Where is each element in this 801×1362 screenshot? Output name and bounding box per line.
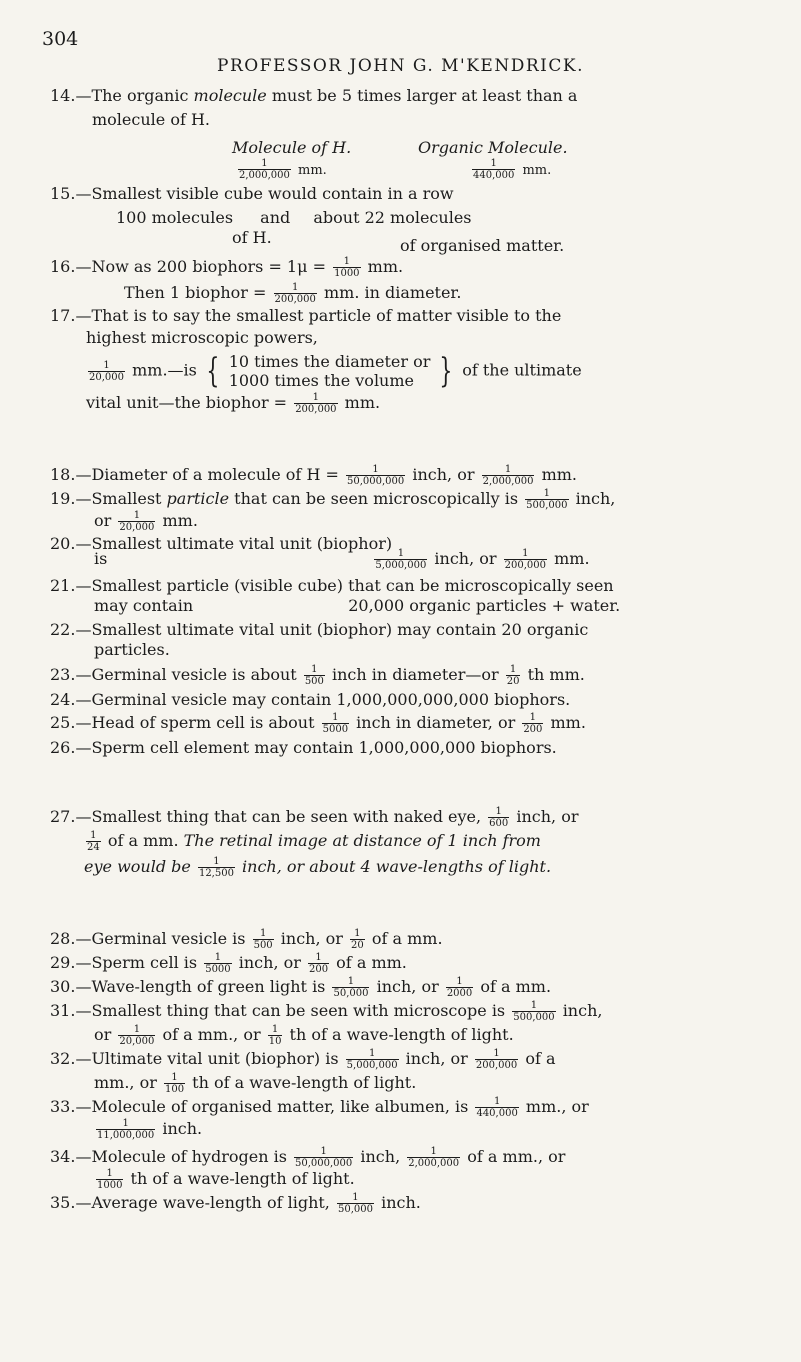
page-number: 304 xyxy=(42,28,79,50)
text: of a mm., or xyxy=(467,1147,566,1166)
fraction-part: 1 xyxy=(86,830,101,842)
fraction-part: 600 xyxy=(489,818,509,829)
text: 25.—Head of sperm cell is about xyxy=(50,713,315,732)
fraction xyxy=(446,976,473,999)
item-35 xyxy=(50,1192,421,1215)
text: is xyxy=(94,549,108,568)
text: 28.—Germinal vesicle is xyxy=(50,929,246,948)
text: of a xyxy=(525,1049,556,1068)
fraction-row xyxy=(236,158,327,181)
item-16-cont xyxy=(124,282,461,305)
fraction xyxy=(86,830,101,853)
fraction-part: 1 xyxy=(525,488,568,500)
fraction-part: 2,000,000 xyxy=(239,170,290,181)
text: mm. xyxy=(522,163,552,178)
fraction xyxy=(504,548,547,571)
text: 32.—Ultimate vital unit (biophor) is xyxy=(50,1049,339,1068)
column-heading-h: Molecule of H. xyxy=(232,138,352,157)
text: The retinal image at distance of 1 inch from xyxy=(178,831,541,850)
fraction-part: 1 xyxy=(198,856,235,868)
fraction xyxy=(294,392,337,415)
text: of a mm. xyxy=(336,953,407,972)
fraction-part: 500,000 xyxy=(513,1012,555,1023)
text: or xyxy=(94,511,112,530)
fraction xyxy=(374,548,427,571)
item-27 xyxy=(50,806,579,829)
text: that can be seen microscopically is xyxy=(229,489,519,508)
item-15-cont: of H. xyxy=(232,228,272,247)
fraction xyxy=(333,256,360,279)
text: of a mm. xyxy=(107,831,179,850)
text: 34.—Molecule of hydrogen is xyxy=(50,1147,287,1166)
text: inch, xyxy=(575,489,616,508)
text: inch, or about 4 wave-lengths of light. xyxy=(242,857,552,876)
fraction-part: 200,000 xyxy=(504,560,547,571)
fraction xyxy=(522,712,543,735)
fraction-part: 1 xyxy=(488,806,509,818)
fraction-part: 2,000,000 xyxy=(408,1158,460,1169)
fraction xyxy=(118,1024,155,1047)
fraction-part: 1 xyxy=(472,158,515,170)
fraction-part: 5000 xyxy=(205,964,231,975)
fraction xyxy=(506,664,521,687)
fraction-part: 50,000,000 xyxy=(295,1158,353,1169)
fraction xyxy=(512,1000,555,1023)
fraction-part: 1 xyxy=(164,1072,185,1084)
text: 30.—Wave-length of green light is xyxy=(50,977,326,996)
fraction-part: 200,000 xyxy=(274,294,316,305)
text: th of a wave-length of light. xyxy=(130,1169,355,1188)
fraction-part: 10 xyxy=(268,1036,282,1047)
fraction xyxy=(525,488,568,511)
text: inch, or xyxy=(516,807,579,826)
fraction-part: 200,000 xyxy=(295,404,337,415)
text: inch, or xyxy=(412,465,475,484)
text: mm. xyxy=(162,511,198,530)
item-15: 15.—Smallest visible cube would contain in a row xyxy=(50,184,454,203)
fraction-part: 500 xyxy=(253,940,273,951)
fraction xyxy=(346,1048,399,1071)
fraction-part: 1 xyxy=(512,1000,555,1012)
fraction-part: 1 xyxy=(253,928,274,940)
fraction-part: 1 xyxy=(346,464,405,476)
text: inch in diameter, or xyxy=(356,713,516,732)
item-19 xyxy=(50,488,615,511)
fraction xyxy=(322,712,349,735)
fraction-part: 11,000,000 xyxy=(97,1130,155,1141)
fraction-part: 1 xyxy=(350,928,365,940)
fraction xyxy=(204,952,231,975)
text: 1000 times the volume xyxy=(228,371,414,390)
text: inch. xyxy=(381,1193,421,1212)
fraction xyxy=(337,1192,374,1215)
text: and xyxy=(260,208,291,227)
fraction-part: 1 xyxy=(96,1168,123,1180)
text: 20,000 organic particles + water. xyxy=(348,596,621,615)
fraction-part: 1 xyxy=(308,952,329,964)
fraction xyxy=(308,952,329,975)
fraction-part: 20,000 xyxy=(89,371,124,383)
item-21-cont xyxy=(94,596,620,615)
text: 18.—Diameter of a molecule of H = xyxy=(50,465,339,484)
item-27-cont xyxy=(84,856,551,879)
item-32-cont xyxy=(94,1072,416,1095)
fraction xyxy=(488,806,509,829)
text: must be 5 times larger at least than a xyxy=(266,86,578,105)
item-27-cont xyxy=(84,830,541,853)
text: mm., or xyxy=(94,1073,157,1092)
fraction-part: 24 xyxy=(87,842,100,853)
fraction-part: 440,000 xyxy=(473,170,515,181)
item-20-cont xyxy=(94,548,590,571)
fraction-part: 12,500 xyxy=(198,868,234,879)
item-33 xyxy=(50,1096,589,1119)
item-28 xyxy=(50,928,443,951)
fraction-part: 1 xyxy=(337,1192,374,1204)
text: or xyxy=(94,1025,112,1044)
fraction-part: 20,000 xyxy=(119,522,155,533)
item-32 xyxy=(50,1048,556,1071)
fraction xyxy=(350,928,365,951)
item-17-cont: highest microscopic powers, xyxy=(86,328,318,347)
text: may contain xyxy=(94,596,194,615)
fraction xyxy=(118,510,155,533)
fraction-part: 1 xyxy=(332,976,369,988)
fraction-part: 1 xyxy=(346,1048,399,1060)
text: 14.—The organic xyxy=(50,86,194,105)
fraction-part: 1 xyxy=(304,664,325,676)
item-20: 20.—Smallest ultimate vital unit (biophor) xyxy=(50,534,393,553)
text: of the ultimate xyxy=(462,360,582,380)
text: th of a wave-length of light. xyxy=(192,1073,417,1092)
text: inch, or xyxy=(434,549,497,568)
item-34 xyxy=(50,1146,565,1169)
fraction-part: 1 xyxy=(294,1146,353,1158)
fraction-part: 1000 xyxy=(334,268,360,279)
fraction xyxy=(88,360,125,383)
text: inch, or xyxy=(405,1049,468,1068)
text: particle xyxy=(166,489,230,508)
item-34-cont xyxy=(94,1168,355,1191)
fraction-part: 1 xyxy=(204,952,231,964)
text: 100 molecules xyxy=(116,208,234,227)
fraction xyxy=(304,664,325,687)
text: Then 1 biophor = xyxy=(124,283,267,302)
fraction-part: 1000 xyxy=(97,1180,123,1191)
item-15-cont: of organised matter. xyxy=(400,236,565,255)
item-22-cont: particles. xyxy=(94,640,170,659)
item-17-cont xyxy=(86,352,582,390)
text: th of a wave-length of light. xyxy=(289,1025,514,1044)
fraction-part: 50,000,000 xyxy=(346,476,405,487)
fraction-part: 1 xyxy=(475,1048,518,1060)
text: inch in diameter—or xyxy=(332,665,499,684)
fraction-part: 20,000 xyxy=(119,1036,155,1047)
fraction-part: 1 xyxy=(274,282,317,294)
item-25 xyxy=(50,712,586,735)
item-31-cont xyxy=(94,1024,514,1047)
fraction xyxy=(268,1024,283,1047)
item-16 xyxy=(50,256,403,279)
fraction xyxy=(475,1096,518,1119)
fraction-part: 1 xyxy=(407,1146,460,1158)
fraction xyxy=(274,282,317,305)
fraction-row xyxy=(470,158,551,181)
fraction-part: 1 xyxy=(96,1118,155,1130)
item-14-cont: molecule of H. xyxy=(92,110,211,129)
item-29 xyxy=(50,952,407,975)
text: 23.—Germinal vesicle is about xyxy=(50,665,297,684)
text: molecule xyxy=(193,86,267,105)
text: mm. in diameter. xyxy=(323,283,462,302)
fraction-part: 440,000 xyxy=(476,1108,518,1119)
fraction-part: 50,000 xyxy=(333,988,369,999)
fraction xyxy=(96,1118,155,1141)
right-brace-icon: } xyxy=(439,351,453,391)
fraction-part: 1 xyxy=(268,1024,283,1036)
fraction-part: 200 xyxy=(523,724,543,735)
fraction xyxy=(238,158,291,181)
text: 27.—Smallest thing that can be seen with naked eye, xyxy=(50,807,482,826)
text: mm.—is xyxy=(132,360,197,380)
fraction-part: 1 xyxy=(522,712,543,724)
text: mm. xyxy=(367,257,404,276)
running-head: PROFESSOR JOHN G. M'KENDRICK. xyxy=(217,56,584,76)
item-33-cont xyxy=(94,1118,202,1141)
item-15-cont xyxy=(116,208,472,227)
fraction xyxy=(346,464,405,487)
fraction xyxy=(472,158,515,181)
fraction-part: 20 xyxy=(506,676,520,687)
fraction-part: 1 xyxy=(475,1096,518,1108)
fraction-part: 200 xyxy=(308,964,329,975)
text: inch, or xyxy=(280,929,343,948)
text: 31.—Smallest thing that can be seen with microscope is xyxy=(50,1001,506,1020)
fraction-part: 1 xyxy=(118,510,155,522)
item-23 xyxy=(50,664,585,687)
fraction-part: 1 xyxy=(238,158,291,170)
item-14 xyxy=(50,86,577,105)
text: mm. xyxy=(344,393,381,412)
item-30 xyxy=(50,976,551,999)
fraction-part: 20 xyxy=(351,940,364,951)
fraction xyxy=(96,1168,123,1191)
fraction-part: 200,000 xyxy=(475,1060,518,1071)
text: eye would be xyxy=(84,857,191,876)
item-17-cont xyxy=(86,392,380,415)
text: 33.—Molecule of organised matter, like albumen, is xyxy=(50,1097,469,1116)
text: th mm. xyxy=(527,665,585,684)
fraction-part: 1 xyxy=(504,548,547,560)
text: of a mm. xyxy=(480,977,552,996)
item-26: 26.—Sperm cell element may contain 1,000,000,000 biophors. xyxy=(50,738,557,757)
text: mm. xyxy=(298,163,327,178)
item-17: 17.—That is to say the smallest particle of matter visible to the xyxy=(50,306,562,325)
fraction-part: 500,000 xyxy=(526,500,568,511)
fraction-part: 500 xyxy=(304,676,324,687)
text: mm., or xyxy=(525,1097,589,1116)
fraction xyxy=(198,856,235,879)
fraction-part: 2000 xyxy=(446,988,473,999)
text: 16.—Now as 200 biophors = 1μ = xyxy=(50,257,326,276)
text: inch, or xyxy=(238,953,301,972)
fraction-part: 5,000,000 xyxy=(346,1060,398,1071)
item-31 xyxy=(50,1000,602,1023)
fraction xyxy=(332,976,369,999)
fraction-part: 100 xyxy=(164,1084,185,1095)
text: about 22 molecules xyxy=(313,208,472,227)
fraction-part: 1 xyxy=(374,548,427,560)
fraction-part: 1 xyxy=(294,392,337,404)
fraction xyxy=(253,928,274,951)
fraction xyxy=(294,1146,353,1169)
text: inch, or xyxy=(376,977,439,996)
text: inch. xyxy=(162,1119,203,1138)
text: of a mm. xyxy=(371,929,443,948)
text: mm. xyxy=(550,713,586,732)
fraction xyxy=(164,1072,185,1095)
fraction-part: 1 xyxy=(88,360,125,372)
fraction-part: 1 xyxy=(506,664,521,676)
item-24: 24.—Germinal vesicle may contain 1,000,000,000,000 biophors. xyxy=(50,690,571,709)
fraction xyxy=(407,1146,460,1169)
column-heading-organic: Organic Molecule. xyxy=(418,138,568,157)
fraction-part: 50,000 xyxy=(337,1204,373,1215)
item-19-cont xyxy=(94,510,198,533)
fraction-part: 1 xyxy=(482,464,535,476)
fraction-part: 1 xyxy=(322,712,349,724)
text: mm. xyxy=(554,549,590,568)
item-22: 22.—Smallest ultimate vital unit (biophor) may contain 20 organic xyxy=(50,620,589,639)
fraction-part: 5,000,000 xyxy=(375,560,427,571)
fraction-part: 1 xyxy=(446,976,473,988)
fraction-part: 5000 xyxy=(322,724,349,735)
fraction xyxy=(475,1048,518,1071)
item-21: 21.—Smallest particle (visible cube) that can be microscopically seen xyxy=(50,576,614,595)
text: 29.—Sperm cell is xyxy=(50,953,198,972)
fraction xyxy=(482,464,535,487)
text: of a mm., or xyxy=(162,1025,261,1044)
text: 19.—Smallest xyxy=(50,489,167,508)
left-brace-icon: { xyxy=(206,351,220,391)
text: inch, xyxy=(360,1147,401,1166)
text: 10 times the diameter or xyxy=(228,352,431,371)
text: 35.—Average wave-length of light, xyxy=(50,1193,330,1212)
fraction-part: 1 xyxy=(333,256,360,268)
fraction-part: 1 xyxy=(118,1024,155,1036)
fraction-part: 2,000,000 xyxy=(482,476,534,487)
text: mm. xyxy=(541,465,578,484)
text: vital unit—the biophor = xyxy=(86,393,288,412)
text: inch, xyxy=(562,1001,603,1020)
item-18 xyxy=(50,464,577,487)
